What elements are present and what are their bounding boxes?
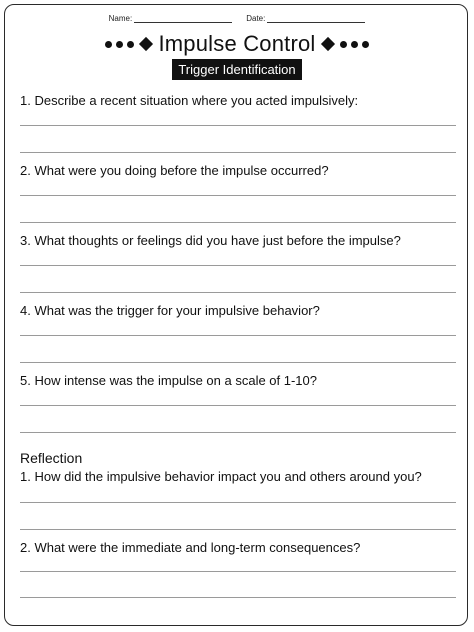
title-row	[0, 30, 474, 58]
diamond-icon	[139, 37, 153, 51]
left-ornament	[105, 39, 154, 49]
dot-icon	[127, 41, 134, 48]
answer-line[interactable]	[20, 571, 456, 572]
reflection-question-1: 1. How did the impulsive behavior impact you and others around you?	[20, 469, 422, 484]
answer-line[interactable]	[20, 362, 456, 363]
answer-line[interactable]	[20, 597, 456, 598]
name-line[interactable]	[134, 14, 232, 23]
reflection-title: Reflection	[20, 450, 83, 466]
diamond-icon	[320, 37, 334, 51]
dot-icon	[105, 41, 112, 48]
date-field[interactable]	[246, 14, 365, 23]
dot-icon	[116, 41, 123, 48]
answer-line[interactable]	[20, 405, 456, 406]
reflection-question-2: 2. What were the immediate and long-term consequences?	[20, 540, 361, 555]
right-ornament	[320, 39, 369, 49]
page-title: Impulse Control	[158, 31, 316, 56]
name-field[interactable]	[109, 14, 233, 23]
name-date-row	[0, 14, 474, 23]
answer-line[interactable]	[20, 292, 456, 293]
dot-icon	[351, 41, 358, 48]
answer-line[interactable]	[20, 152, 456, 153]
subtitle-banner: Trigger Identification	[172, 59, 301, 80]
answer-line[interactable]	[20, 265, 456, 266]
answer-line[interactable]	[20, 195, 456, 196]
answer-line[interactable]	[20, 125, 456, 126]
answer-line[interactable]	[20, 529, 456, 530]
subtitle-wrap	[0, 59, 474, 80]
answer-line[interactable]	[20, 335, 456, 336]
answer-line[interactable]	[20, 222, 456, 223]
question-1: 1. Describe a recent situation where you acted impulsively:	[20, 93, 359, 108]
date-line[interactable]	[267, 14, 365, 23]
question-4: 4. What was the trigger for your impulsive behavior?	[20, 303, 320, 318]
question-2: 2. What were you doing before the impulse occurred?	[20, 163, 329, 178]
answer-line[interactable]	[20, 432, 456, 433]
dot-icon	[362, 41, 369, 48]
dot-icon	[340, 41, 347, 48]
date-label: Date:	[246, 14, 266, 23]
question-3: 3. What thoughts or feelings did you have just before the impulse?	[20, 233, 401, 248]
question-5: 5. How intense was the impulse on a scale of 1-10?	[20, 373, 318, 388]
name-label: Name:	[108, 14, 133, 23]
answer-line[interactable]	[20, 502, 456, 503]
worksheet-content	[20, 93, 456, 598]
